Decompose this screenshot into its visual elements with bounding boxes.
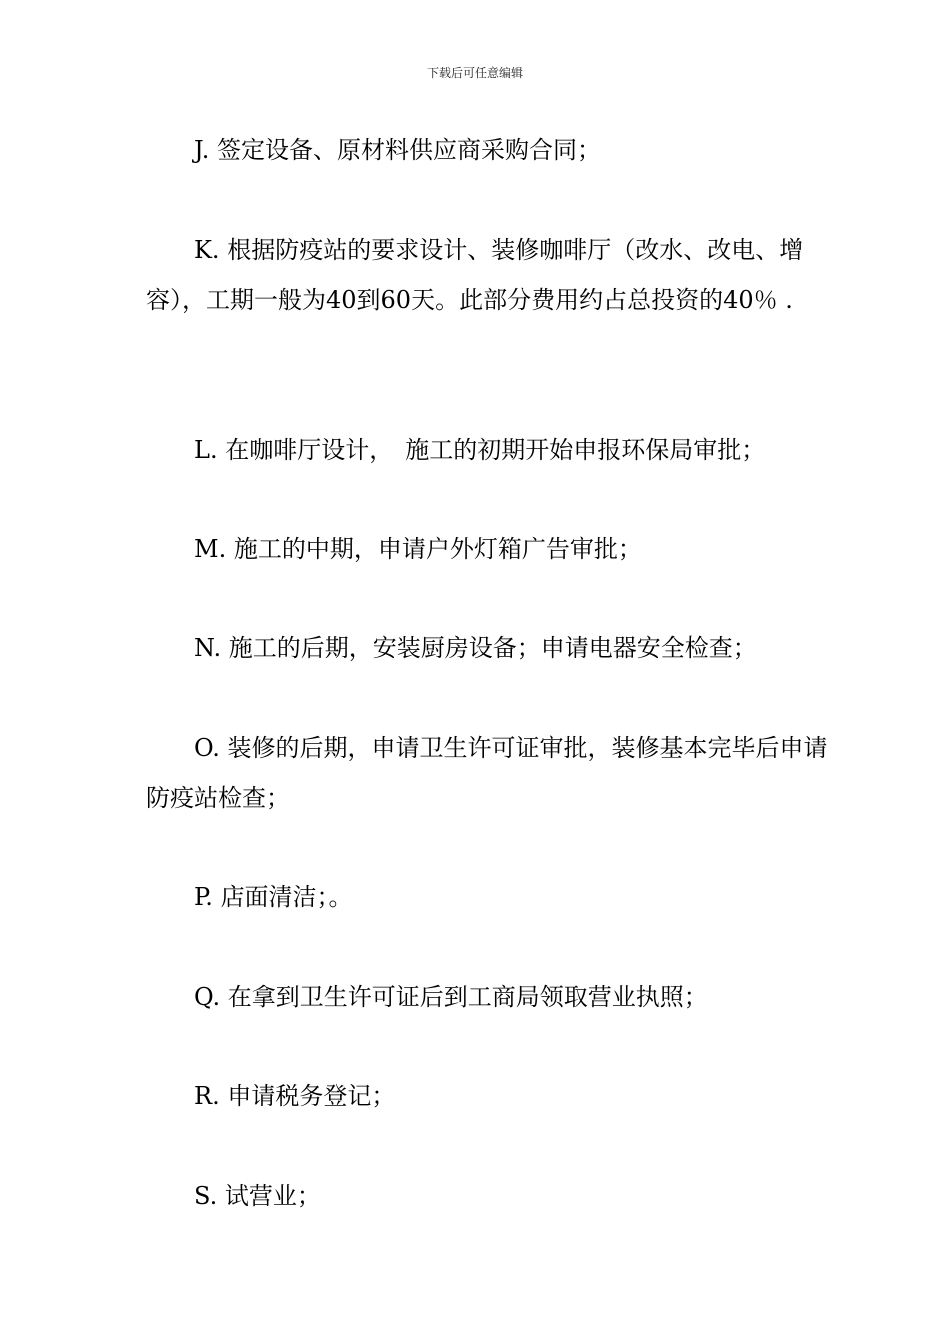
item-label: N. [194,634,222,662]
list-item-n [146,623,836,673]
item-text: 在咖啡厅设计， 施工的初期开始申报环保局审批； [225,436,766,464]
page-header: 下载后可任意编辑 [426,66,523,80]
item-label: Q. [194,983,221,1011]
item-text: 店面清洁；。 [220,883,353,911]
list-item-s [146,1171,836,1221]
item-text: 签定设备、原材料供应商采购合同； [217,136,602,164]
item-text: 试营业； [224,1182,321,1210]
item-label: J. [194,136,210,164]
item-text: 根据防疫站的要求设计、装修咖啡厅（改水、改电、增容），工期一般为40到60天。此部分费用约占总投资的40％ . [146,236,804,314]
item-text: 施工的后期，安装厨房设备；申请电器安全检查； [228,634,757,662]
list-item-m [146,524,836,574]
list-item-p [146,872,836,922]
item-label: L. [194,436,218,464]
item-label: R. [194,1082,220,1110]
item-text: 申请税务登记； [227,1082,396,1110]
item-text: 在拿到卫生许可证后到工商局领取营业执照； [227,983,708,1011]
item-label: M. [194,535,227,563]
list-item-l [146,425,836,475]
list-item-k [146,225,836,325]
item-label: S. [194,1182,218,1210]
list-item-r [146,1071,836,1121]
item-label: K. [194,236,220,264]
item-text: 施工的中期，申请户外灯箱广告审批； [233,535,642,563]
list-item-j [146,125,836,175]
list-item-o [146,723,836,823]
item-label: O. [194,734,220,762]
item-label: P. [194,883,213,911]
item-text: 装修的后期，申请卫生许可证审批，装修基本完毕后申请防疫站检查； [146,734,828,812]
list-item-q [146,972,836,1022]
